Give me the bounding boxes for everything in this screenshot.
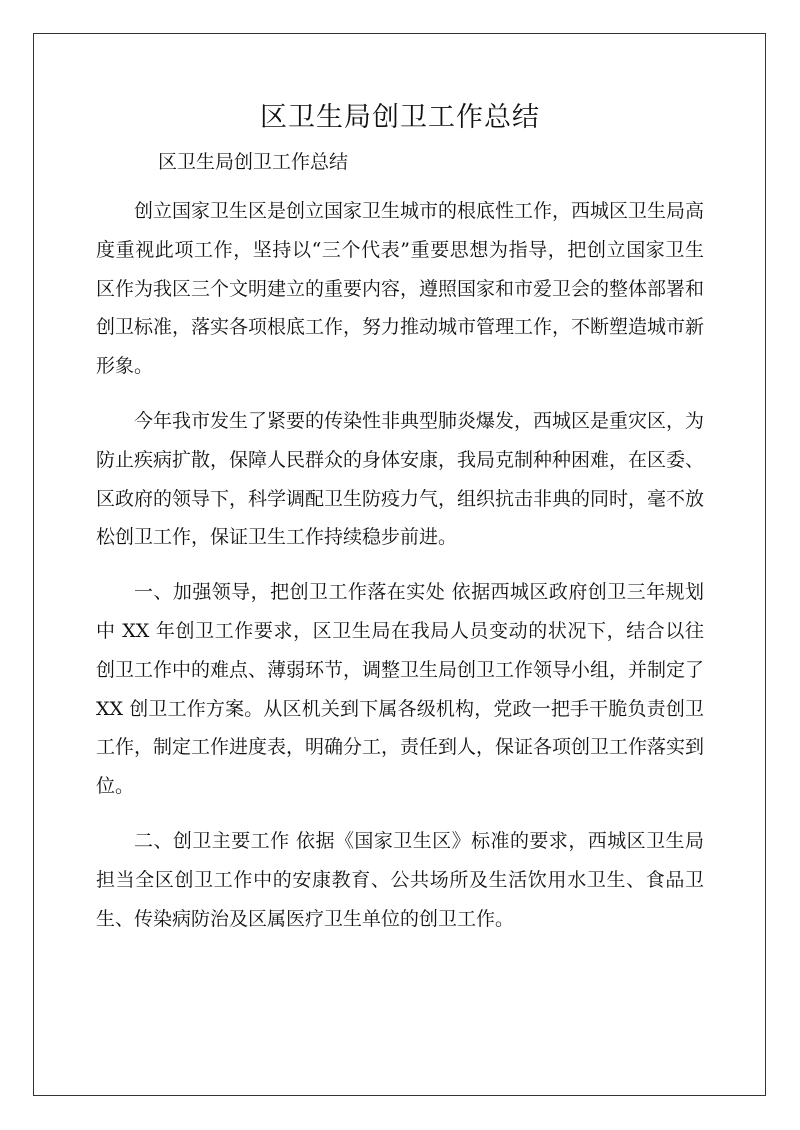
paragraph-leadership: 一、加强领导，把创卫工作落在实处 依据西城区政府创卫三年规划中 XX 年创卫工作要求，区卫生局在我局人员变动的状况下，结合以往创卫工作中的难点、薄弱环节，调整卫生局创卫工作领导小组，并制定了 XX 创卫工作方案。从区机关到下属各级机构，党政一把手干脆负责创卫工作，制定工作进度表，明确分工，责任到人，保证各项创卫工作落实到位。 [96, 581, 705, 798]
document-title: 区卫生局创卫工作总结 [260, 102, 540, 133]
document-subtitle: 区卫生局创卫工作总结 [158, 151, 349, 173]
paragraph-main-work: 二、创卫主要工作 依据《国家卫生区》标准的要求，西城区卫生局担当全区创卫工作中的安康教育、公共场所及生活饮用水卫生、食品卫生、传染病防治及区属医疗卫生单位的创卫工作。 [96, 829, 704, 930]
paragraph-sars: 今年我市发生了紧要的传染性非典型肺炎爆发，西城区是重灾区，为防止疾病扩散，保障人民群众的身体安康，我局克制种种困难，在区委、区政府的领导下，科学调配卫生防疫力气，组织抗击非典的同时，毫不放松创卫工作，保证卫生工作持续稳步前进。 [96, 409, 705, 549]
document-body [96, 148, 704, 938]
paragraph-intro: 创立国家卫生区是创立国家卫生城市的根底性工作，西城区卫生局高度重视此项工作，坚持以“三个代表”重要思想为指导，把创立国家卫生区作为我区三个文明建立的重要内容，遵照国家和市爱卫会的整体部署和创卫标准，落实各项根底工作，努力推动城市管理工作，不断塑造城市新形象。 [96, 200, 705, 378]
